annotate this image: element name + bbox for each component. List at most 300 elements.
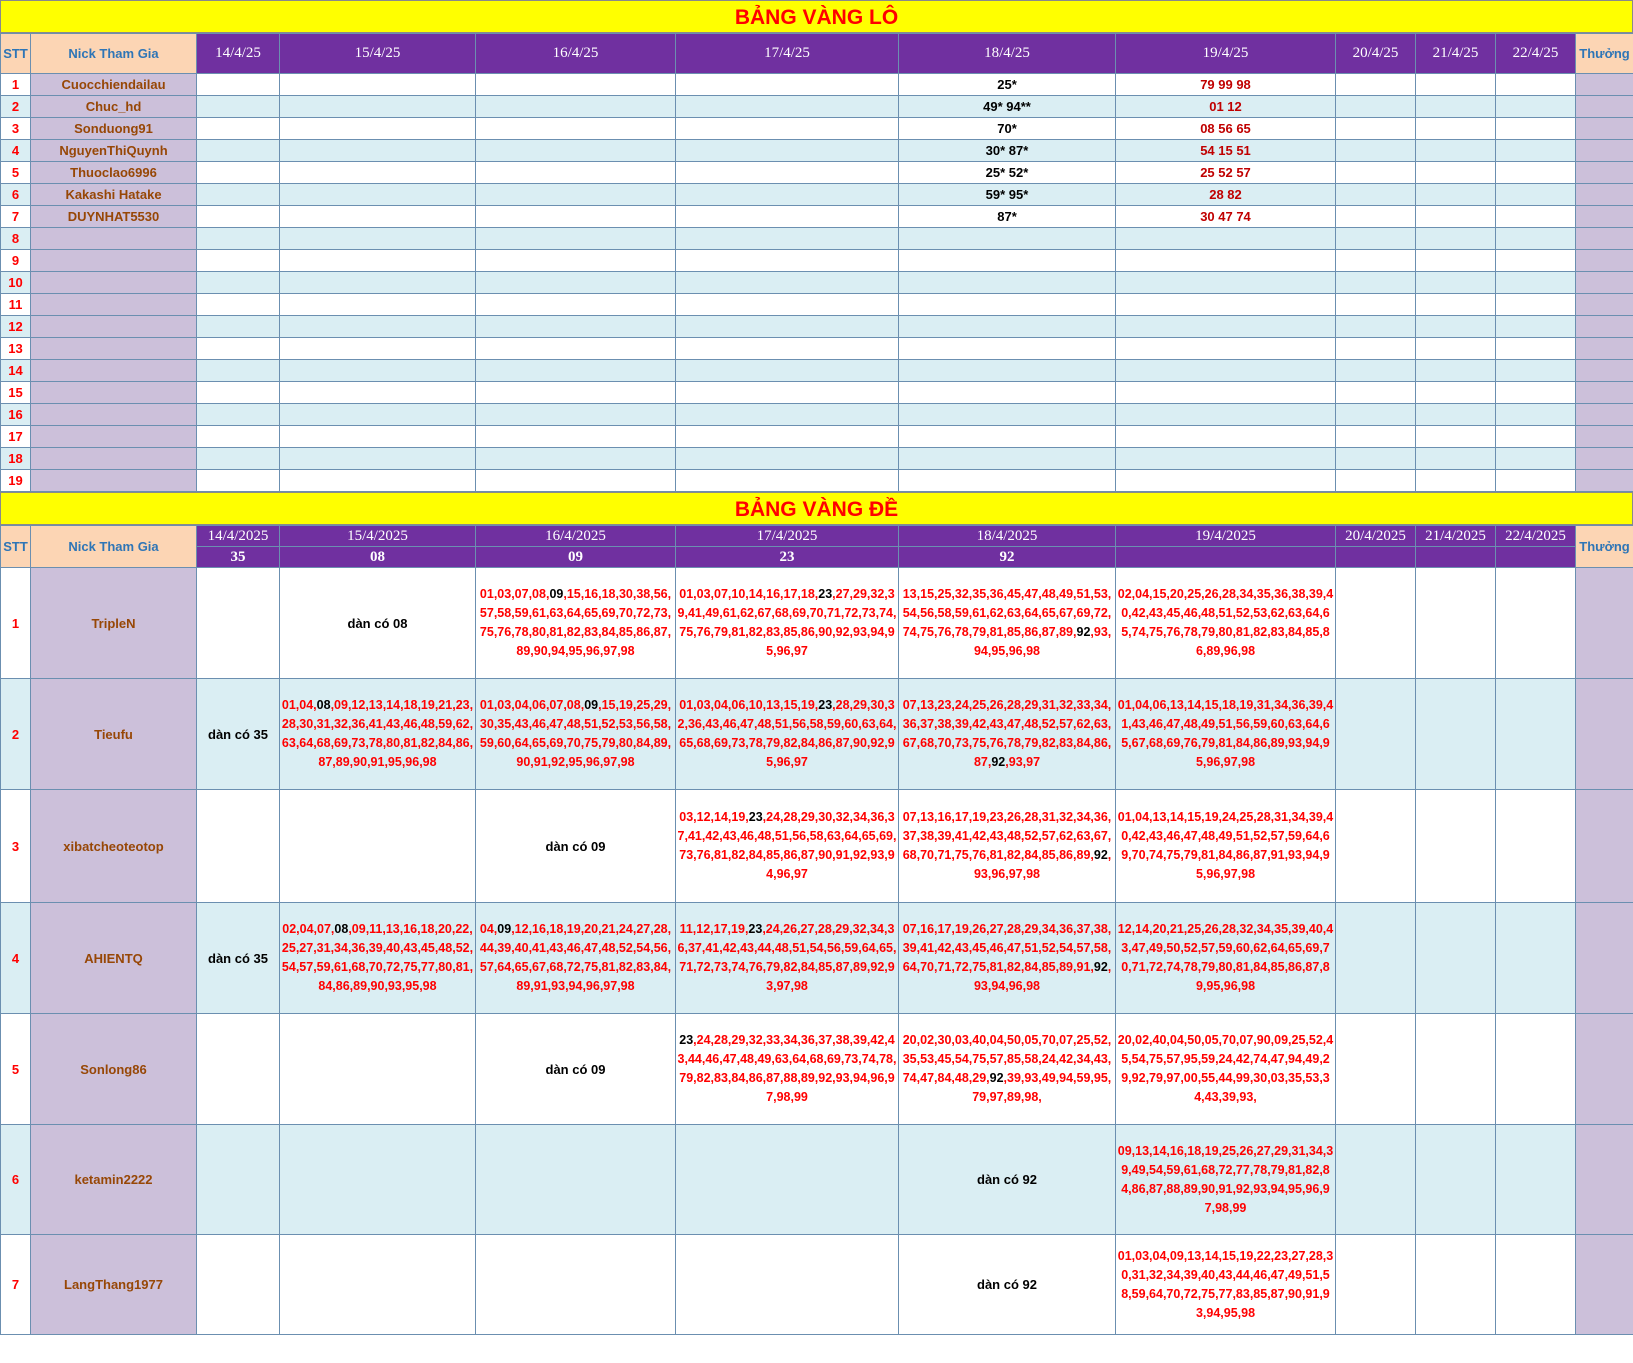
entry-cell — [1416, 118, 1496, 140]
de-table-row — [1, 679, 1633, 790]
entry-cell — [1496, 790, 1576, 903]
entry-cell: 09,13,14,16,18,19,25,26,27,29,31,34,39,49,54,59,61,68,72,77,78,79,81,82,84,86,87,88,89,90,91,92,93,94,95,96,97,98,99 — [1116, 1125, 1336, 1235]
lo-table-row — [1, 316, 1633, 338]
entry-cell — [1416, 250, 1496, 272]
entry-cell — [676, 162, 899, 184]
entry-cell: 23,24,28,29,32,33,34,36,37,38,39,42,43,44,46,47,48,49,63,64,68,69,73,74,78,79,82,83,84,86,87,88,89,92,93,94,96,97,98,99 — [676, 1014, 899, 1125]
header-result — [1496, 547, 1576, 568]
stt-cell: 12 — [1, 316, 31, 338]
entry-cell — [1416, 1235, 1496, 1335]
entry-cell — [1496, 206, 1576, 228]
de-table-row — [1, 790, 1633, 903]
entry-cell — [476, 74, 676, 96]
entry-cell — [899, 316, 1116, 338]
entry-cell — [676, 1235, 899, 1335]
thuong-cell — [1576, 338, 1633, 360]
entry-cell — [1336, 184, 1416, 206]
stt-cell: 6 — [1, 1125, 31, 1235]
entry-cell — [476, 382, 676, 404]
nick-cell — [31, 228, 197, 250]
hit-number: 92 — [1093, 960, 1108, 974]
thuong-cell — [1576, 272, 1633, 294]
entry-cell — [1336, 568, 1416, 679]
entry-cell — [1336, 118, 1416, 140]
entry-cell — [1416, 790, 1496, 903]
nick-cell: ketamin2222 — [31, 1125, 197, 1235]
header-stt: STT — [1, 34, 31, 74]
entry-cell: 20,02,30,03,40,04,50,05,70,07,25,52,35,53,45,54,75,57,85,58,24,42,34,43,74,47,84,48,29,92,39,93,49,94,59,95,79,97,89,98, — [899, 1014, 1116, 1125]
entry-cell — [197, 382, 280, 404]
stt-cell: 10 — [1, 272, 31, 294]
header-result: 92 — [899, 547, 1116, 568]
hit-number: 23 — [818, 698, 833, 712]
entry-cell — [1116, 404, 1336, 426]
hit-number: 92 — [991, 755, 1006, 769]
entry-cell — [676, 206, 899, 228]
thuong-cell — [1576, 294, 1633, 316]
stt-cell: 19 — [1, 470, 31, 492]
thuong-cell — [1576, 206, 1633, 228]
thuong-cell — [1576, 1125, 1633, 1235]
stt-cell: 18 — [1, 448, 31, 470]
entry-cell — [1336, 1235, 1416, 1335]
entry-cell — [1496, 228, 1576, 250]
stt-cell: 11 — [1, 294, 31, 316]
entry-cell — [1116, 382, 1336, 404]
entry-cell — [1496, 679, 1576, 790]
entry-cell — [676, 250, 899, 272]
entry-cell — [1336, 360, 1416, 382]
entry-cell — [676, 96, 899, 118]
stt-cell: 15 — [1, 382, 31, 404]
nick-cell — [31, 404, 197, 426]
header-date: 22/4/25 — [1496, 34, 1576, 74]
stt-cell: 7 — [1, 1235, 31, 1335]
entry-cell — [1416, 382, 1496, 404]
stt-cell: 17 — [1, 426, 31, 448]
entry-cell — [280, 184, 476, 206]
hit-number: 23 — [679, 1033, 694, 1047]
entry-cell — [280, 404, 476, 426]
entry-cell — [1416, 206, 1496, 228]
stt-cell: 3 — [1, 790, 31, 903]
entry-cell — [899, 338, 1116, 360]
entry-cell — [1336, 790, 1416, 903]
header-date: 14/4/2025 — [197, 526, 280, 547]
entry-cell — [1496, 316, 1576, 338]
entry-cell — [1116, 294, 1336, 316]
entry-cell — [1336, 903, 1416, 1014]
entry-cell: 87* — [899, 206, 1116, 228]
entry-cell — [1496, 338, 1576, 360]
entry-cell — [476, 404, 676, 426]
hit-number: 23 — [748, 810, 763, 824]
entry-cell: 25 52 57 — [1116, 162, 1336, 184]
header-date: 20/4/25 — [1336, 34, 1416, 74]
entry-cell — [1116, 316, 1336, 338]
entry-cell — [1336, 294, 1416, 316]
lo-board-title: BẢNG VÀNG LÔ — [0, 0, 1633, 33]
lo-table-row — [1, 448, 1633, 470]
entry-cell — [476, 250, 676, 272]
lo-table-row — [1, 360, 1633, 382]
entry-cell — [676, 316, 899, 338]
entry-cell — [280, 470, 476, 492]
entry-cell — [197, 568, 280, 679]
thuong-cell — [1576, 360, 1633, 382]
entry-cell: 01,03,04,06,07,08,09,15,19,25,29,30,35,43,46,47,48,51,52,53,56,58,59,60,64,65,69,70,75,79,80,84,89,90,91,92,95,96,97,98 — [476, 679, 676, 790]
entry-cell — [197, 1235, 280, 1335]
entry-cell — [1116, 426, 1336, 448]
lo-table-body — [1, 74, 1633, 492]
header-date: 15/4/2025 — [280, 526, 476, 547]
entry-cell: 12,14,20,21,25,26,28,32,34,35,39,40,43,47,49,50,52,57,59,60,62,64,65,69,70,71,72,74,78,79,80,81,84,85,86,87,89,95,96,98 — [1116, 903, 1336, 1014]
stt-cell: 6 — [1, 184, 31, 206]
entry-cell — [1416, 903, 1496, 1014]
entry-cell — [1416, 470, 1496, 492]
entry-cell: dàn có 35 — [197, 903, 280, 1014]
nick-cell — [31, 316, 197, 338]
entry-cell — [1496, 184, 1576, 206]
entry-cell — [476, 448, 676, 470]
entry-cell — [197, 184, 280, 206]
entry-cell — [197, 162, 280, 184]
entry-cell: 25* — [899, 74, 1116, 96]
entry-cell — [1496, 250, 1576, 272]
entry-cell — [197, 470, 280, 492]
entry-cell — [280, 1235, 476, 1335]
entry-cell: dàn có 09 — [476, 1014, 676, 1125]
header-date: 19/4/2025 — [1116, 526, 1336, 547]
entry-cell — [1496, 360, 1576, 382]
entry-cell — [899, 448, 1116, 470]
entry-cell — [280, 294, 476, 316]
entry-cell — [676, 426, 899, 448]
nick-cell — [31, 250, 197, 272]
entry-cell — [676, 74, 899, 96]
header-result: 09 — [476, 547, 676, 568]
entry-cell: 01,03,07,08,09,15,16,18,30,38,56,57,58,59,61,63,64,65,69,70,72,73,75,76,78,80,81,82,83,84,85,86,87,89,90,94,95,96,97,98 — [476, 568, 676, 679]
header-date: 14/4/25 — [197, 34, 280, 74]
entry-cell — [1416, 74, 1496, 96]
entry-cell — [197, 338, 280, 360]
entry-cell: 07,13,16,17,19,23,26,28,31,32,34,36,37,38,39,41,42,43,48,52,57,62,63,67,68,70,71,75,76,81,82,84,85,86,89,92,93,96,97,98 — [899, 790, 1116, 903]
stt-cell: 2 — [1, 96, 31, 118]
header-result — [1416, 547, 1496, 568]
entry-cell — [280, 250, 476, 272]
entry-cell — [476, 316, 676, 338]
entry-cell — [1336, 74, 1416, 96]
header-date: 21/4/2025 — [1416, 526, 1496, 547]
nick-cell — [31, 360, 197, 382]
header-date: 19/4/25 — [1116, 34, 1336, 74]
entry-cell — [1416, 294, 1496, 316]
entry-cell — [899, 250, 1116, 272]
lo-table-row — [1, 470, 1633, 492]
entry-cell — [197, 448, 280, 470]
thuong-cell — [1576, 426, 1633, 448]
entry-cell — [1496, 448, 1576, 470]
lo-table-row — [1, 382, 1633, 404]
nick-cell: NguyenThiQuynh — [31, 140, 197, 162]
hit-number: 09 — [549, 587, 564, 601]
entry-cell — [280, 1014, 476, 1125]
header-date: 17/4/2025 — [676, 526, 899, 547]
entry-cell: 79 99 98 — [1116, 74, 1336, 96]
nick-cell: AHIENTQ — [31, 903, 197, 1014]
entry-cell — [899, 382, 1116, 404]
stt-cell: 5 — [1, 1014, 31, 1125]
thuong-cell — [1576, 790, 1633, 903]
entry-cell: 07,13,23,24,25,26,28,29,31,32,33,34,36,37,38,39,42,43,47,48,52,57,62,63,67,68,70,73,75,76,78,79,82,83,84,86,87,92,93,97 — [899, 679, 1116, 790]
thuong-cell — [1576, 74, 1633, 96]
nick-cell: xibatcheoteotop — [31, 790, 197, 903]
hit-number: 23 — [818, 587, 833, 601]
entry-cell — [1336, 140, 1416, 162]
thuong-cell — [1576, 404, 1633, 426]
entry-cell — [197, 1125, 280, 1235]
entry-cell: 01 12 — [1116, 96, 1336, 118]
hit-number: 09 — [497, 922, 512, 936]
entry-cell — [197, 426, 280, 448]
entry-cell — [1336, 404, 1416, 426]
nick-cell: LangThang1977 — [31, 1235, 197, 1335]
entry-cell — [899, 228, 1116, 250]
stt-cell: 13 — [1, 338, 31, 360]
entry-cell — [1496, 118, 1576, 140]
entry-cell — [676, 294, 899, 316]
entry-cell: 30* 87* — [899, 140, 1116, 162]
entry-cell — [280, 96, 476, 118]
entry-cell — [280, 360, 476, 382]
thuong-cell — [1576, 1235, 1633, 1335]
entry-cell — [280, 140, 476, 162]
thuong-cell — [1576, 903, 1633, 1014]
entry-cell — [197, 206, 280, 228]
entry-cell — [676, 184, 899, 206]
entry-cell — [280, 790, 476, 903]
entry-cell — [1336, 382, 1416, 404]
entry-cell — [1496, 470, 1576, 492]
lo-table-row — [1, 162, 1633, 184]
entry-cell — [676, 404, 899, 426]
nick-cell: Sonlong86 — [31, 1014, 197, 1125]
header-date: 18/4/25 — [899, 34, 1116, 74]
header-date: 17/4/25 — [676, 34, 899, 74]
nick-cell: Tieufu — [31, 679, 197, 790]
lo-table-row — [1, 338, 1633, 360]
entry-cell — [1416, 140, 1496, 162]
entry-cell — [280, 74, 476, 96]
hit-number: 23 — [748, 922, 763, 936]
lo-table-row — [1, 294, 1633, 316]
entry-cell — [476, 96, 676, 118]
header-date: 16/4/25 — [476, 34, 676, 74]
de-table-row — [1, 1125, 1633, 1235]
entry-cell — [476, 272, 676, 294]
nick-cell — [31, 470, 197, 492]
entry-cell — [899, 470, 1116, 492]
entry-cell — [280, 228, 476, 250]
nick-cell — [31, 426, 197, 448]
entry-cell — [1336, 272, 1416, 294]
entry-cell — [197, 228, 280, 250]
entry-cell — [476, 1235, 676, 1335]
entry-cell — [676, 228, 899, 250]
hit-number: 92 — [1076, 625, 1091, 639]
entry-cell — [1336, 96, 1416, 118]
entry-cell: 54 15 51 — [1116, 140, 1336, 162]
header-result — [1336, 547, 1416, 568]
de-table — [0, 525, 1633, 1335]
nick-cell: Kakashi Hatake — [31, 184, 197, 206]
de-table-row — [1, 1235, 1633, 1335]
entry-cell — [1496, 1014, 1576, 1125]
entry-cell — [197, 74, 280, 96]
lo-table-row — [1, 206, 1633, 228]
entry-cell — [476, 470, 676, 492]
de-table-row — [1, 903, 1633, 1014]
entry-cell — [1496, 568, 1576, 679]
entry-cell — [476, 184, 676, 206]
entry-cell: 01,04,08,09,12,13,14,18,19,21,23,28,30,31,32,36,41,43,46,48,59,62,63,64,68,69,73,78,80,81,82,84,86,87,89,90,91,95,96,98 — [280, 679, 476, 790]
thuong-cell — [1576, 679, 1633, 790]
entry-cell — [280, 162, 476, 184]
header-result: 08 — [280, 547, 476, 568]
hit-number: 92 — [989, 1071, 1004, 1085]
nick-cell — [31, 382, 197, 404]
entry-cell: 28 82 — [1116, 184, 1336, 206]
entry-cell — [1336, 338, 1416, 360]
entry-cell — [197, 294, 280, 316]
entry-cell: 01,04,06,13,14,15,18,19,31,34,36,39,41,43,46,47,48,49,51,56,59,60,63,64,65,67,68,69,76,79,81,84,86,89,93,94,95,96,97,98 — [1116, 679, 1336, 790]
thuong-cell — [1576, 568, 1633, 679]
entry-cell — [676, 338, 899, 360]
entry-cell — [197, 316, 280, 338]
entry-cell — [476, 206, 676, 228]
entry-cell: 04,09,12,16,18,19,20,21,24,27,28,44,39,40,41,43,46,47,48,52,54,56,57,64,65,67,68,72,75,81,82,83,84,89,91,93,94,96,97,98 — [476, 903, 676, 1014]
stt-cell: 5 — [1, 162, 31, 184]
entry-cell — [280, 426, 476, 448]
entry-cell — [1496, 74, 1576, 96]
header-date: 16/4/2025 — [476, 526, 676, 547]
header-date: 21/4/25 — [1416, 34, 1496, 74]
entry-cell — [1116, 250, 1336, 272]
entry-cell — [1416, 162, 1496, 184]
entry-cell — [1416, 272, 1496, 294]
entry-cell — [280, 448, 476, 470]
entry-cell — [476, 162, 676, 184]
entry-cell — [476, 140, 676, 162]
lo-table-row — [1, 426, 1633, 448]
entry-cell: 13,15,25,32,35,36,45,47,48,49,51,53,54,56,58,59,61,62,63,64,65,67,69,72,74,75,76,78,79,81,85,86,87,89,92,93,94,95,96,98 — [899, 568, 1116, 679]
header-stt: STT — [1, 526, 31, 568]
entry-cell — [1416, 316, 1496, 338]
header-date: 18/4/2025 — [899, 526, 1116, 547]
entry-cell — [676, 448, 899, 470]
nick-cell: Cuocchiendailau — [31, 74, 197, 96]
hit-number: 08 — [334, 922, 349, 936]
de-table-body — [1, 568, 1633, 1335]
entry-cell — [476, 118, 676, 140]
entry-cell: 01,03,04,09,13,14,15,19,22,23,27,28,30,31,32,34,39,40,43,44,46,47,49,51,58,59,64,70,72,75,77,83,85,87,90,91,93,94,95,98 — [1116, 1235, 1336, 1335]
entry-cell — [1496, 903, 1576, 1014]
thuong-cell — [1576, 1014, 1633, 1125]
entry-cell — [476, 294, 676, 316]
entry-cell — [197, 140, 280, 162]
nick-cell — [31, 294, 197, 316]
de-board-title: BẢNG VÀNG ĐỀ — [0, 492, 1633, 525]
entry-cell — [1496, 404, 1576, 426]
entry-cell — [1336, 228, 1416, 250]
entry-cell — [899, 360, 1116, 382]
stt-cell: 4 — [1, 140, 31, 162]
entry-cell — [1496, 294, 1576, 316]
header-date: 20/4/2025 — [1336, 526, 1416, 547]
entry-cell — [1496, 140, 1576, 162]
entry-cell — [1496, 96, 1576, 118]
entry-cell — [676, 382, 899, 404]
entry-cell: 07,16,17,19,26,27,28,29,34,36,37,38,39,41,42,43,45,46,47,51,52,54,57,58,64,70,71,72,75,81,82,84,85,89,91,92,93,94,96,98 — [899, 903, 1116, 1014]
thuong-cell — [1576, 118, 1633, 140]
header-date: 15/4/25 — [280, 34, 476, 74]
header-nick: Nick Tham Gia — [31, 34, 197, 74]
header-result — [1116, 547, 1336, 568]
stt-cell: 8 — [1, 228, 31, 250]
header-result: 35 — [197, 547, 280, 568]
nick-cell: DUYNHAT5530 — [31, 206, 197, 228]
header-thuong: Thưởng — [1576, 34, 1633, 74]
entry-cell: 59* 95* — [899, 184, 1116, 206]
entry-cell: dàn có 08 — [280, 568, 476, 679]
thuong-cell — [1576, 184, 1633, 206]
entry-cell — [676, 470, 899, 492]
entry-cell — [1116, 360, 1336, 382]
entry-cell — [1336, 470, 1416, 492]
entry-cell — [1496, 272, 1576, 294]
hit-number: 09 — [584, 698, 599, 712]
thuong-cell — [1576, 316, 1633, 338]
entry-cell — [1336, 1125, 1416, 1235]
nick-cell — [31, 448, 197, 470]
stt-cell: 1 — [1, 74, 31, 96]
entry-cell — [1336, 1014, 1416, 1125]
entry-cell — [280, 1125, 476, 1235]
stt-cell: 9 — [1, 250, 31, 272]
entry-cell — [476, 228, 676, 250]
entry-cell — [197, 790, 280, 903]
entry-cell: 01,04,13,14,15,19,24,25,28,31,34,39,40,42,43,46,47,48,49,51,52,57,59,64,69,70,74,75,79,81,84,86,87,91,93,94,95,96,97,98 — [1116, 790, 1336, 903]
entry-cell — [197, 250, 280, 272]
stt-cell: 4 — [1, 903, 31, 1014]
lo-table-row — [1, 404, 1633, 426]
entry-cell: 01,03,04,06,10,13,15,19,23,28,29,30,32,36,43,46,47,48,51,56,58,59,60,63,64,65,68,69,73,78,79,82,84,86,87,90,92,95,96,97 — [676, 679, 899, 790]
entry-cell: 08 56 65 — [1116, 118, 1336, 140]
entry-cell — [1116, 228, 1336, 250]
entry-cell: 30 47 74 — [1116, 206, 1336, 228]
thuong-cell — [1576, 448, 1633, 470]
nick-cell: TripleN — [31, 568, 197, 679]
thuong-cell — [1576, 470, 1633, 492]
thuong-cell — [1576, 140, 1633, 162]
entry-cell — [476, 338, 676, 360]
entry-cell: dàn có 35 — [197, 679, 280, 790]
entry-cell — [899, 294, 1116, 316]
nick-cell — [31, 338, 197, 360]
entry-cell — [1416, 568, 1496, 679]
entry-cell — [1416, 184, 1496, 206]
entry-cell — [1336, 448, 1416, 470]
